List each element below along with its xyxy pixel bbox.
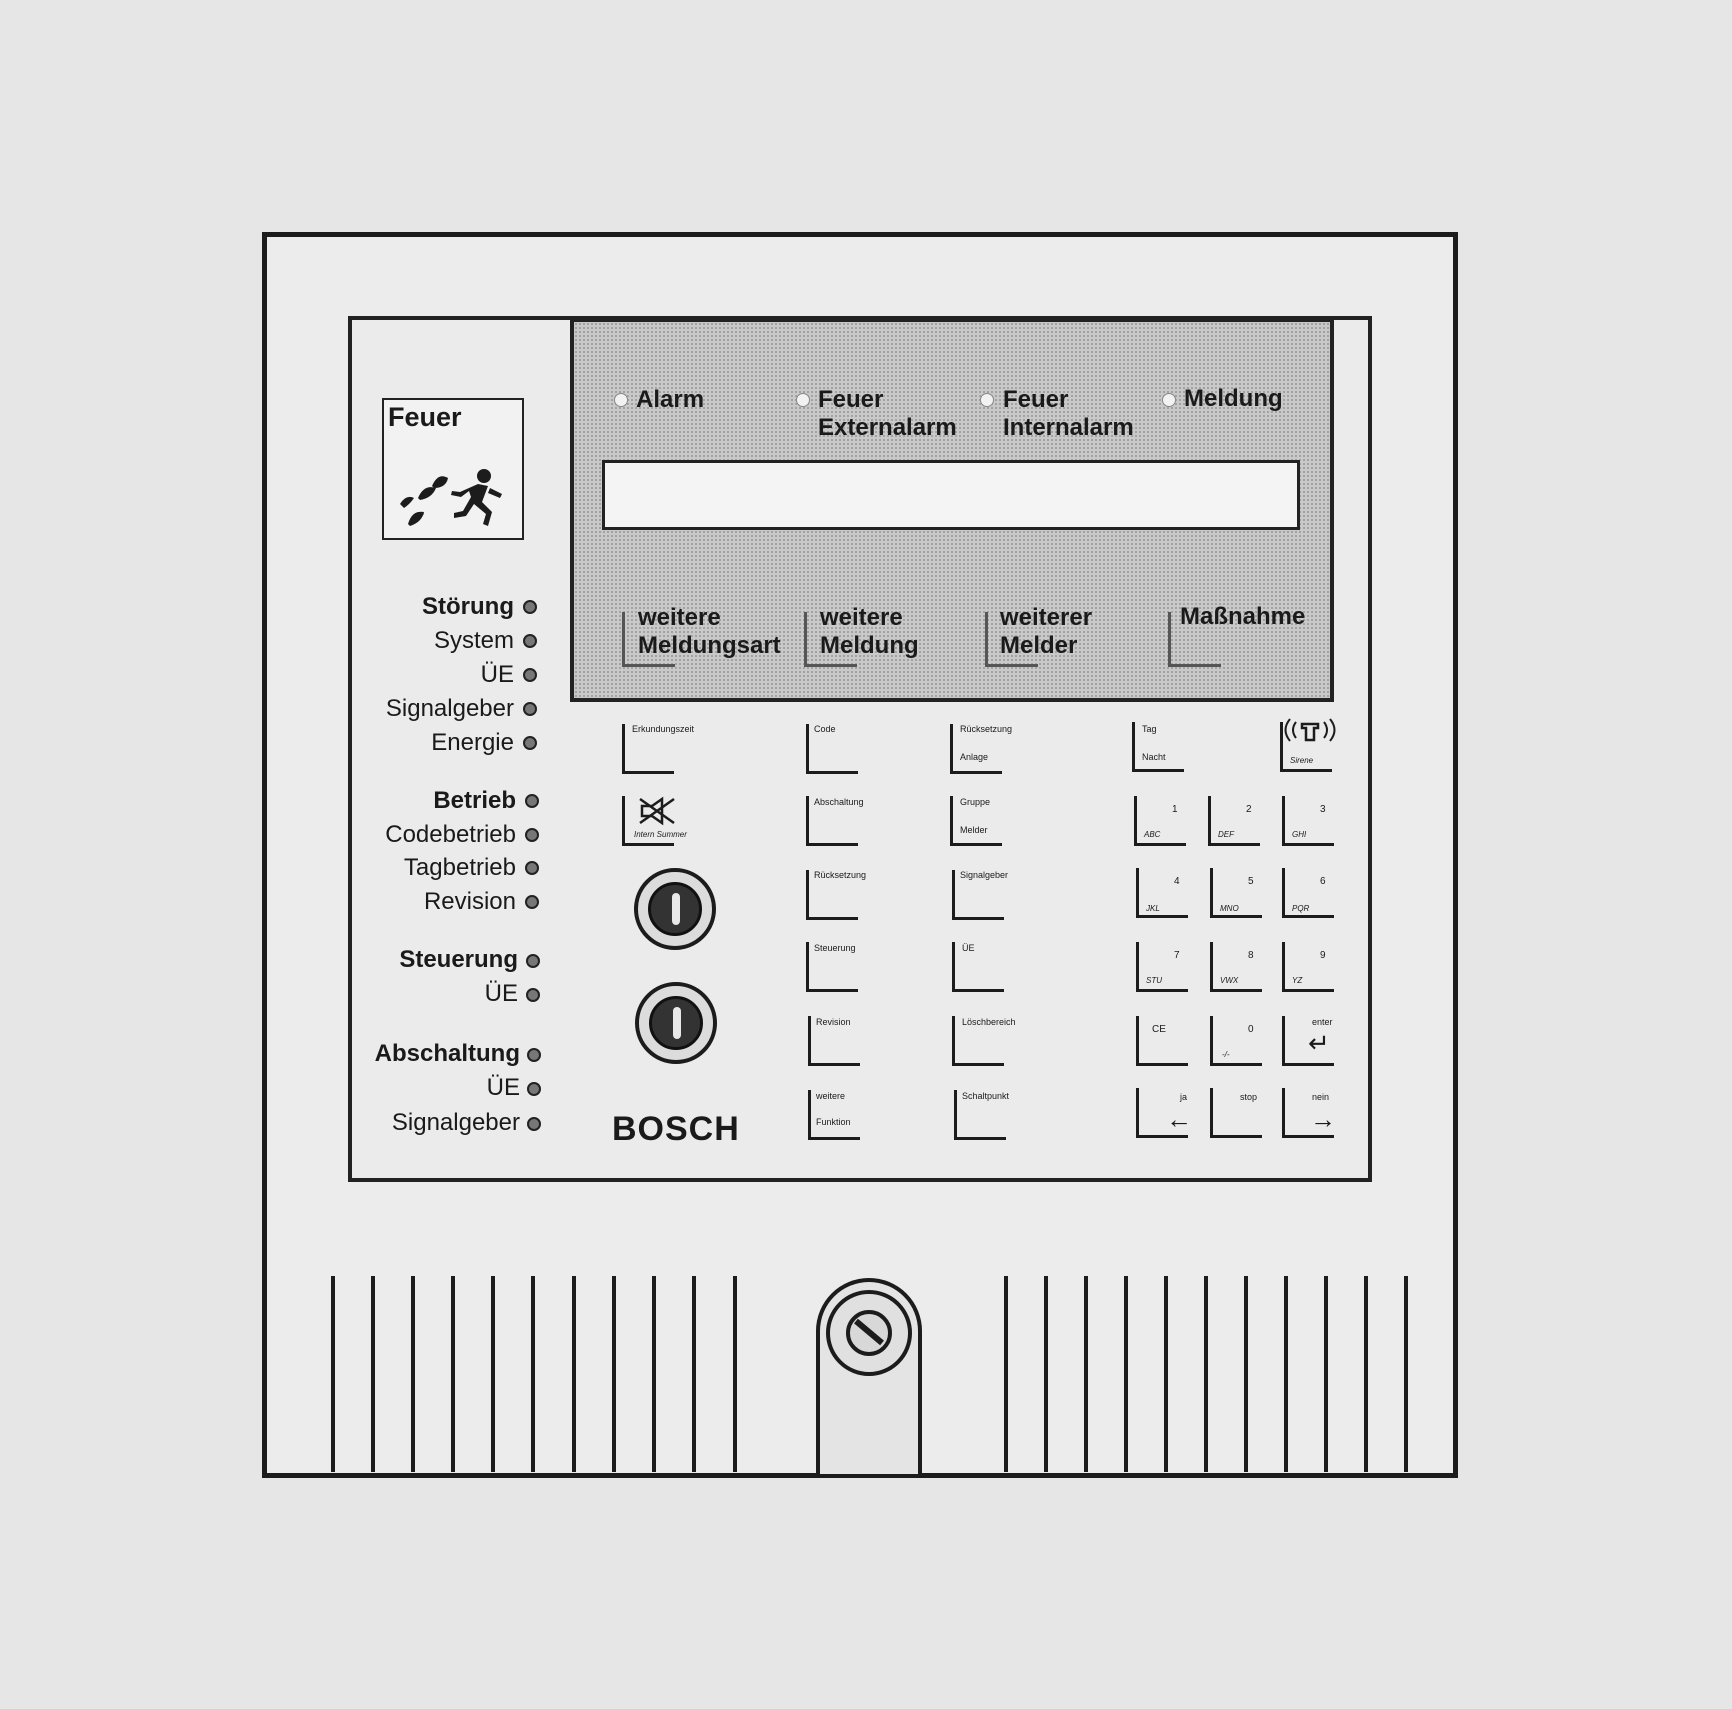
key-slot: [673, 1007, 681, 1039]
key-letters: PQR: [1292, 904, 1310, 913]
key-digit: 0: [1248, 1024, 1254, 1035]
key-digit: 9: [1320, 950, 1326, 961]
keypad-key-3[interactable]: [1282, 796, 1334, 846]
key-digit: 8: [1248, 950, 1254, 961]
key-label: ja: [1180, 1092, 1188, 1102]
softkey-label: [1000, 604, 1092, 660]
key-label: Steuerung: [814, 943, 856, 953]
key-label: Abschaltung: [814, 797, 864, 807]
key-label: Code: [814, 724, 836, 734]
transmission-key[interactable]: [952, 942, 1004, 992]
status-label: Signalgeber: [391, 1109, 520, 1136]
status-led: [525, 895, 539, 909]
day-night-key[interactable]: [1132, 722, 1184, 772]
vent-slot: [1324, 1276, 1328, 1472]
indicator-line: Feuer: [1003, 386, 1069, 413]
vent-slot: [1244, 1276, 1248, 1472]
status-label: System: [433, 627, 514, 654]
status-led: [526, 954, 540, 968]
vent-slot: [451, 1276, 455, 1472]
vent-slot: [411, 1276, 415, 1472]
status-label: ÜE: [484, 980, 518, 1007]
key-label: stop: [1240, 1092, 1258, 1102]
key-digit: CE: [1152, 1024, 1166, 1035]
vent-slot: [1204, 1276, 1208, 1472]
key-label: Funktion: [816, 1117, 851, 1127]
status-label: Abschaltung: [374, 1040, 520, 1067]
key-label: Intern Summer: [634, 830, 687, 839]
keypad-key-7[interactable]: [1136, 942, 1188, 992]
vent-slot: [1284, 1276, 1288, 1472]
fire-label: Feuer: [388, 402, 462, 432]
indicator-line: Meldung: [1184, 385, 1283, 412]
key-switch-lower[interactable]: [635, 982, 717, 1064]
key-label: Schaltpunkt: [962, 1091, 1010, 1101]
vent-slot: [531, 1276, 535, 1472]
status-led: [523, 736, 537, 750]
softkey-label: [638, 604, 781, 660]
key-switch-upper[interactable]: [634, 868, 716, 950]
softkey-label: [1180, 603, 1305, 631]
key-digit: 2: [1246, 804, 1252, 815]
status-label: Tagbetrieb: [403, 854, 516, 881]
vent-slot: [1404, 1276, 1408, 1472]
key-label: Tag: [1142, 724, 1157, 734]
siren-icon: [1284, 716, 1336, 746]
lcd-display: [602, 460, 1300, 530]
status-led: [523, 634, 537, 648]
key-letters: MNO: [1220, 904, 1239, 913]
enter-icon: ↵: [1308, 1028, 1330, 1058]
arrow-left-icon: ←: [1166, 1104, 1192, 1134]
key-letters: VWX: [1220, 976, 1239, 985]
softkey-line: weitere: [820, 604, 903, 631]
softkey-line: weitere: [638, 604, 721, 631]
indicator-line: Internalarm: [1003, 414, 1134, 441]
key-cylinder: [648, 882, 702, 936]
vent-slot: [1044, 1276, 1048, 1472]
key-label: weitere: [816, 1091, 846, 1101]
key-letters: -/-: [1222, 1050, 1230, 1059]
message-indicator-led: [1162, 393, 1176, 407]
softkey-label: [820, 604, 919, 660]
indicator-line: Feuer: [818, 386, 884, 413]
buzzer-muted-icon: [636, 796, 678, 826]
alarm-indicator-led: [614, 393, 628, 407]
status-led: [525, 794, 539, 808]
key-label: Nacht: [1142, 752, 1166, 762]
key-letters: STU: [1146, 976, 1162, 985]
status-label: Revision: [423, 888, 516, 915]
indicator-label: [818, 386, 957, 442]
status-led: [526, 988, 540, 1002]
status-led: [525, 828, 539, 842]
softkey-line: Meldungsart: [638, 632, 781, 659]
key-digit: 1: [1172, 804, 1178, 815]
external-alarm-indicator-led: [796, 393, 810, 407]
internal-alarm-indicator-led: [980, 393, 994, 407]
status-label: ÜE: [480, 661, 514, 688]
key-label: Sirene: [1290, 756, 1314, 765]
key-letters: YZ: [1292, 976, 1303, 985]
indicator-label: [1184, 385, 1283, 413]
vent-slot: [331, 1276, 335, 1472]
vent-slot: [733, 1276, 737, 1472]
vent-slot: [371, 1276, 375, 1472]
key-letters: JKL: [1146, 904, 1160, 913]
status-led: [527, 1117, 541, 1131]
vent-slot: [692, 1276, 696, 1472]
vent-slot: [652, 1276, 656, 1472]
key-cylinder: [649, 996, 703, 1050]
status-led: [527, 1048, 541, 1062]
key-label: Rücksetzung: [814, 870, 867, 880]
key-letters: DEF: [1218, 830, 1234, 839]
status-led: [525, 861, 539, 875]
indicator-label: [636, 386, 704, 414]
vent-slot: [1164, 1276, 1168, 1472]
key-label: Signalgeber: [960, 870, 1009, 880]
keypad-key-4[interactable]: [1136, 868, 1188, 918]
vent-slot: [1364, 1276, 1368, 1472]
brand-logo: BOSCH: [612, 1110, 740, 1148]
status-label: ÜE: [486, 1074, 520, 1101]
status-label: Steuerung: [399, 946, 518, 973]
vent-slot: [1124, 1276, 1128, 1472]
status-led: [523, 600, 537, 614]
status-led: [523, 702, 537, 716]
status-label: Energie: [431, 729, 514, 756]
key-digit: 5: [1248, 876, 1254, 887]
softkey-line: Meldung: [820, 632, 919, 659]
key-label: Gruppe: [960, 797, 991, 807]
status-label: Signalgeber: [385, 695, 514, 722]
indicator-line: Alarm: [636, 386, 705, 413]
status-label: Codebetrieb: [385, 821, 516, 848]
keypad-key-9[interactable]: [1282, 942, 1334, 992]
keypad-key-2[interactable]: [1208, 796, 1260, 846]
key-label: Erkundungszeit: [632, 724, 695, 734]
vent-slot: [491, 1276, 495, 1472]
keypad-key-0[interactable]: [1210, 1016, 1262, 1066]
indicator-label: [1003, 386, 1134, 442]
vent-slot: [572, 1276, 576, 1472]
key-label: Rücksetzung: [960, 724, 1013, 734]
key-digit: 3: [1320, 804, 1326, 815]
key-digit: 7: [1174, 950, 1180, 961]
key-label: ÜE: [962, 943, 975, 953]
vent-slot: [612, 1276, 616, 1472]
key-label: Löschbereich: [962, 1017, 1016, 1027]
key-label: Melder: [960, 825, 988, 835]
status-label: Betrieb: [433, 787, 516, 814]
vent-slot: [1004, 1276, 1008, 1472]
key-label: enter: [1312, 1017, 1333, 1027]
vent-slot: [1084, 1276, 1088, 1472]
arrow-right-icon: →: [1310, 1104, 1336, 1134]
status-label: Störung: [422, 593, 514, 620]
key-label: nein: [1312, 1092, 1330, 1102]
status-led: [527, 1082, 541, 1096]
key-digit: 4: [1174, 876, 1180, 887]
softkey-line: Maßnahme: [1180, 603, 1306, 630]
key-digit: 6: [1320, 876, 1326, 887]
running-person-flames-icon: [394, 464, 514, 534]
key-letters: GHI: [1292, 830, 1307, 839]
key-slot: [672, 893, 680, 925]
indicator-line: Externalarm: [818, 414, 957, 441]
key-label: Anlage: [960, 752, 989, 762]
key-letters: ABC: [1144, 830, 1161, 839]
status-led: [523, 668, 537, 682]
softkey-line: Melder: [1000, 632, 1078, 659]
softkey-line: weiterer: [1000, 604, 1093, 631]
key-label: Revision: [816, 1017, 851, 1027]
